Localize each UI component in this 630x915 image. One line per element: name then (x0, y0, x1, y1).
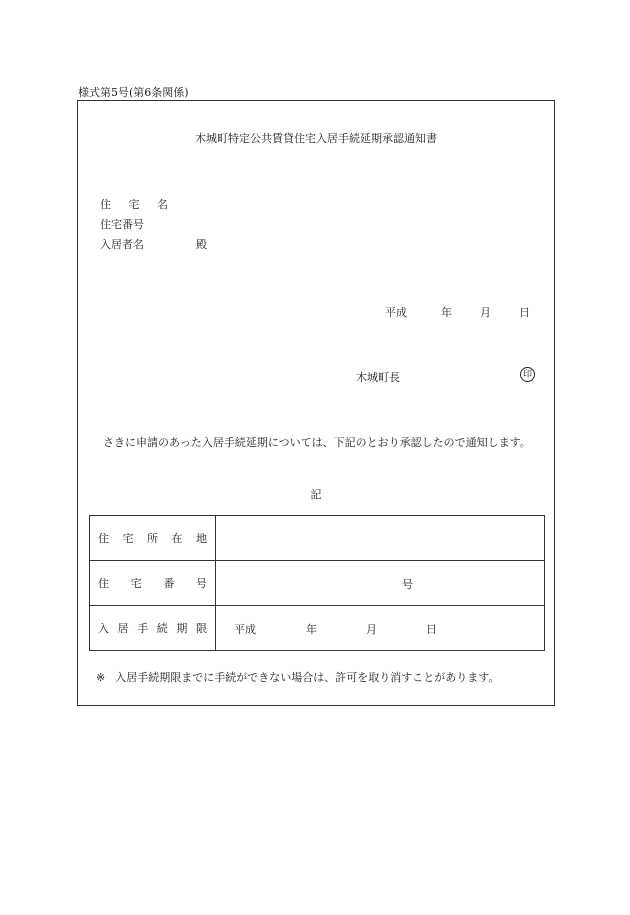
location-label: 住宅所在地 (90, 516, 216, 561)
date-month-unit: 月 (480, 306, 491, 319)
detail-table (89, 515, 545, 651)
seal-mark: 印 (520, 367, 535, 382)
deadline-label: 入居手続期限 (90, 606, 216, 651)
table-row (90, 606, 545, 651)
deadline-day-unit: 日 (426, 623, 437, 636)
date-day-unit: 日 (519, 306, 530, 319)
issue-date (385, 304, 530, 320)
note-text: 入居手続期限までに手続ができない場合は、許可を取り消すことがあります。 (115, 671, 500, 684)
table-row (90, 561, 545, 606)
date-year-unit: 年 (441, 306, 452, 319)
deadline-month-unit: 月 (366, 623, 377, 636)
notice-body-text: さきに申請のあった入居手続延期については、下記のとおり承認したので通知します。 (103, 436, 531, 449)
document-title: 木城町特定公共賃貸住宅入居手続延期承認通知書 (195, 132, 437, 145)
ki-heading: 記 (310, 488, 322, 501)
notice-document (77, 100, 555, 706)
form-number-label: 様式第5号(第6条関係) (78, 86, 189, 99)
housing-number-value (216, 561, 545, 606)
footnote (96, 669, 499, 685)
deadline-year-unit: 年 (306, 623, 317, 636)
honorific-dono: 殿 (196, 238, 207, 251)
deadline-value (216, 606, 545, 651)
housing-name-label: 住 宅 名 (100, 198, 175, 211)
table-row (90, 516, 545, 561)
date-era: 平成 (385, 306, 407, 319)
resident-name-label: 入居者名 (100, 238, 144, 251)
number-suffix: 号 (402, 578, 413, 591)
note-mark: ※ (96, 671, 106, 684)
issuer-title: 木城町長 (356, 371, 400, 384)
housing-number-row-label: 住宅番号 (90, 561, 216, 606)
deadline-era: 平成 (234, 623, 256, 636)
location-value (216, 516, 545, 561)
housing-number-label: 住宅番号 (100, 218, 144, 231)
